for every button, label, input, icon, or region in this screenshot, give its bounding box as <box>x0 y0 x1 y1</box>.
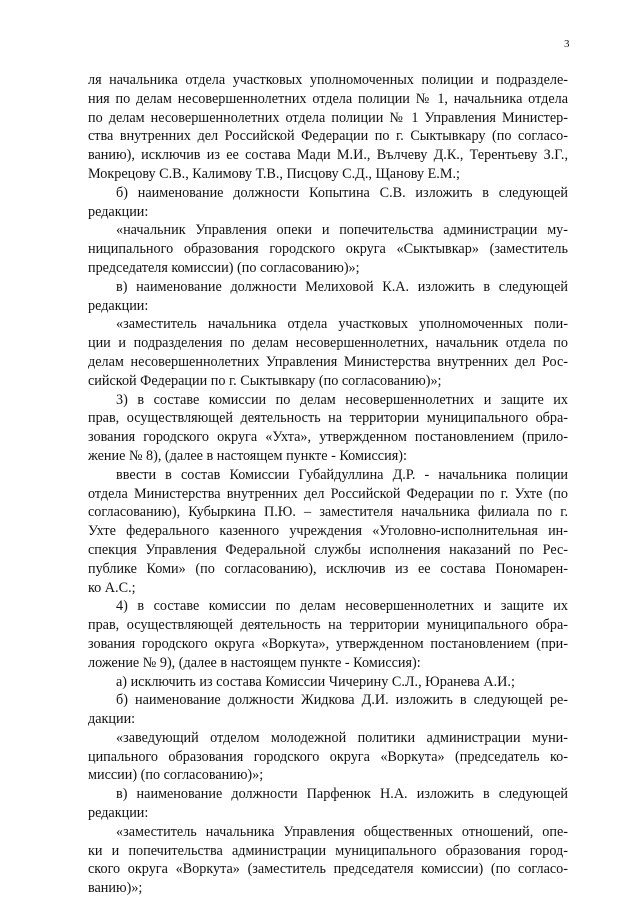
text-line: прав, осуществляющей деятельность на территории муниципального обра- <box>88 617 568 634</box>
text-line: ниципального образования городского округа «Сыктывкар» (заместитель <box>88 241 568 258</box>
text-line: спекция Управления Федеральной службы исполнения наказаний по Рес- <box>88 541 568 558</box>
text-line: редакции: <box>88 805 149 822</box>
text-line: председателя комиссии) (по согласованию)»; <box>88 259 360 276</box>
text-line: ния по делам несовершеннолетних отдела полиции № 1, начальника отдела <box>88 90 568 107</box>
text-line: согласованию), Кубыркина П.Ю. – заместителя начальника филиала по г. <box>88 504 568 521</box>
text-line: ля начальника отдела участковых уполномоченных полиции и подразделе- <box>88 72 568 88</box>
text-line: делам несовершеннолетних Управления Министерства внутренних дел Рос- <box>88 353 568 370</box>
text-line: «начальник Управления опеки и попечительства администрации му- <box>116 222 568 239</box>
text-line: прав, осуществляющей деятельность на территории муниципального обра- <box>88 410 568 427</box>
text-line: ввести в состав Комиссии Губайдуллина Д.Р. - начальника полиции <box>116 466 568 483</box>
text-line: 3) в составе комиссии по делам несовершеннолетних и защите их <box>116 391 568 408</box>
text-line: дакции: <box>88 711 136 728</box>
text-line: «заместитель начальника отдела участковых уполномоченных поли- <box>116 316 568 333</box>
text-line: 4) в составе комиссии по делам несовершеннолетних и защите их <box>116 598 568 615</box>
text-line: жение № 8), (далее в настоящем пункте - Комиссия): <box>88 447 407 464</box>
text-line: отдела Министерства внутренних дел Российской Федерации по г. Ухте (по <box>88 485 568 502</box>
text-line: ции и подразделения по делам несовершеннолетних, начальник отдела по <box>88 335 568 352</box>
text-line: ского округа «Воркута» (заместитель председателя комиссии) (по согласо- <box>88 861 568 878</box>
text-line: б) наименование должности Жидкова Д.И. изложить в следующей ре- <box>116 692 568 709</box>
text-line: миссии) (по согласованию)»; <box>88 767 264 784</box>
text-line: «заведующий отделом молодежной политики администрации муни- <box>116 729 568 746</box>
text-line: ки и попечительства администрации муниципального образования город- <box>88 842 568 859</box>
text-line: редакции: <box>88 203 149 220</box>
text-line: ванию)»; <box>88 880 143 897</box>
text-line: редакции: <box>88 297 149 314</box>
text-line: по делам несовершеннолетних отдела полиции № 1 Управления Министер- <box>88 109 568 126</box>
page-number: 3 <box>564 38 570 50</box>
text-line: ципального образования городского округа «Воркута» (председатель ко- <box>88 748 568 765</box>
text-line: зования городского округа «Ухта», утвержденном постановлением (прило- <box>88 429 568 446</box>
text-line: ванию), исключив из ее состава Мади М.И., Вълчеву Д.К., Терентьеву З.Г., <box>88 147 568 164</box>
text-line: публике Коми» (по согласованию), исключив из ее состава Пономарен- <box>88 560 568 577</box>
text-line: ко А.С.; <box>88 579 136 596</box>
text-line: в) наименование должности Мелиховой К.А. изложить в следующей <box>116 278 568 295</box>
text-line: ства внутренних дел Российской Федерации по г. Сыктывкару (по согласо- <box>88 128 568 145</box>
text-line: «заместитель начальника Управления общественных отношений, опе- <box>116 823 568 840</box>
document-body <box>88 71 568 898</box>
text-line: ложение № 9), (далее в настоящем пункте - Комиссия): <box>88 654 421 671</box>
text-line: зования городского округа «Воркута», утвержденном постановлением (при- <box>88 635 568 652</box>
text-line: б) наименование должности Копытина С.В. изложить в следующей <box>116 184 568 201</box>
text-line: сийской Федерации по г. Сыктывкару (по согласованию)»; <box>88 372 442 389</box>
text-line: Мокрецову С.В., Калимову Т.В., Писцову С.Д., Щанову Е.М.; <box>88 165 460 182</box>
text-line: Ухте федерального казенного учреждения «Уголовно-исполнительная ин- <box>88 523 568 540</box>
text-line: в) наименование должности Парфенюк Н.А. изложить в следующей <box>116 786 568 803</box>
text-line: а) исключить из состава Комиссии Чичерину С.Л., Юранева А.И.; <box>116 673 515 690</box>
